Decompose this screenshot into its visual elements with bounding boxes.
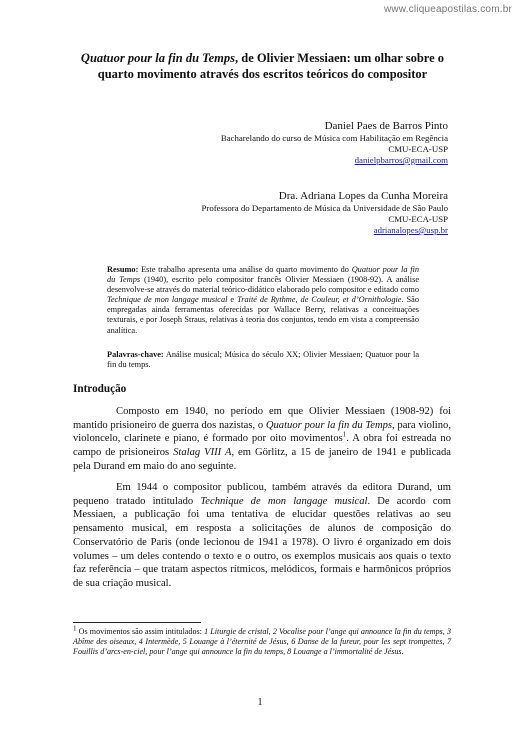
- para1-text: . A obra foi estreada no campo de prisioneiros: [73, 433, 451, 459]
- para2-italic: Technique de mon langage musical: [200, 495, 368, 507]
- page-number: 1: [257, 697, 263, 708]
- footnote-separator: [73, 622, 201, 623]
- abstract-italic: Technique de mon langage musical: [107, 295, 228, 305]
- para2-text: . De acordo com Messiaen, a publicação foi uma tentativa de elucidar questões relativas ao seu pensamento musical, em resposta a solicitações de alunos de composição do Conservatório de Paris (onde lecionou de 1941 a 1978). O livro é organizado em dois volumes – um deles contendo o texto e o outro, os exemplos musicais aos quais o texto faz referência – que tratam aspectos rítmicos, melódicos, formais e harmônicos próprios de sua criação musical.: [73, 495, 452, 589]
- footnote-text: Os movimentos são assim intitulados:: [76, 627, 205, 636]
- footnote-text: .: [401, 647, 404, 657]
- author1-institution: CMU-ECA-USP: [388, 144, 448, 154]
- paragraph-2: [73, 481, 451, 591]
- abstract-italic: Quatuor pour la fin du Temps: [107, 265, 419, 285]
- author2-institution: CMU-ECA-USP: [388, 214, 448, 224]
- paper-title: [70, 51, 455, 82]
- abstract-text: Este trabalho apresenta uma análise do quarto movimento do: [138, 265, 352, 274]
- author1-email-link[interactable]: danielpbarros@gmail.com: [354, 155, 448, 165]
- abstract-text: . São empregadas ainda ferramentas oferecidas por Wallace Berry, relativas a conceituações texturais, e por Joseph Straus, relativas à teoria dos conjuntos, tendo em vista a compreensão analítica.: [107, 295, 419, 335]
- author-block-2: [202, 190, 449, 236]
- abstract: [107, 265, 419, 336]
- title-rest: , de Olivier Messiaen: um olhar sobre o quarto movimento através dos escritos teóricos do compositor: [97, 51, 445, 81]
- footnote-ref[interactable]: 1: [342, 430, 347, 439]
- watermark: www.cliqueapostilas.com.br: [383, 4, 512, 15]
- abstract-text: e: [227, 295, 238, 305]
- abstract-italic: Traité de Rythme, de Couleur, et d’Ornithologie: [237, 295, 402, 305]
- abstract-text: (1940), escrito pelo compositor francês Olivier Messiaen (1908-92). A análise desenvolve-se através do material teórico-didático elaborado pelo compositor e editado como: [107, 275, 419, 295]
- para1-text: , para violino, violoncelo, clarinete e piano, é formado por oito movimentos: [73, 419, 451, 445]
- author-block-1: [221, 120, 448, 166]
- title-italic: Quatuor pour la fin du Temps: [80, 51, 236, 65]
- section-heading: Introdução: [73, 383, 127, 395]
- para1-italic: Stalag VIII A: [173, 447, 232, 459]
- abstract-label: Resumo:: [107, 265, 139, 274]
- author2-affiliation: Professora do Departamento de Música da Universidade de São Paulo: [201, 203, 448, 213]
- para2-text: Em 1944 o compositor publicou, também através da editora Durand, um pequeno tratado intitulado: [73, 482, 451, 507]
- footnote: [73, 624, 451, 658]
- paragraph-1: [73, 405, 451, 474]
- author1-name: Daniel Paes de Barros Pinto: [324, 120, 448, 132]
- author2-email-link[interactable]: adrianalopes@usp.br: [373, 225, 448, 235]
- keywords: [107, 350, 419, 370]
- para1-text: , em Görlitz, a 15 de janeiro de 1941 e publicada pela Durand em maio do ano seguinte.: [73, 447, 452, 472]
- para1-italic: Quatuor pour la fin du Temps: [265, 419, 393, 431]
- footnote-italic: 1 Liturgie de cristal, 2 Vocalise pour l’ange qui announce la fin du temps, 3 Abîme des oiseaux, 4 Intermède, 5 Louange à l’éternité de Jésus, 6 Danse de la fureur, pour les sept trompettes, 7 Fouillis d’arcs-en-ciel, pour l’ange qui announce la fin du temps, 8 Louange a l’immortalité de Jésus: [73, 627, 451, 657]
- para1-text: Composto em 1940, no período em que Olivier Messiaen (1908-92) foi mantido prisioneiro de guerra dos nazistas, o: [73, 406, 451, 431]
- author2-name: Dra. Adriana Lopes da Cunha Moreira: [278, 190, 448, 202]
- footnote-marker: 1: [73, 624, 77, 633]
- keywords-text: Análise musical; Música do século XX; Olivier Messiaen; Quatuor pour la fin du temps.: [107, 350, 419, 370]
- keywords-label: Palavras-chave:: [107, 350, 164, 359]
- author1-affiliation: Bacharelando do curso de Música com Habilitação em Regência: [220, 133, 448, 143]
